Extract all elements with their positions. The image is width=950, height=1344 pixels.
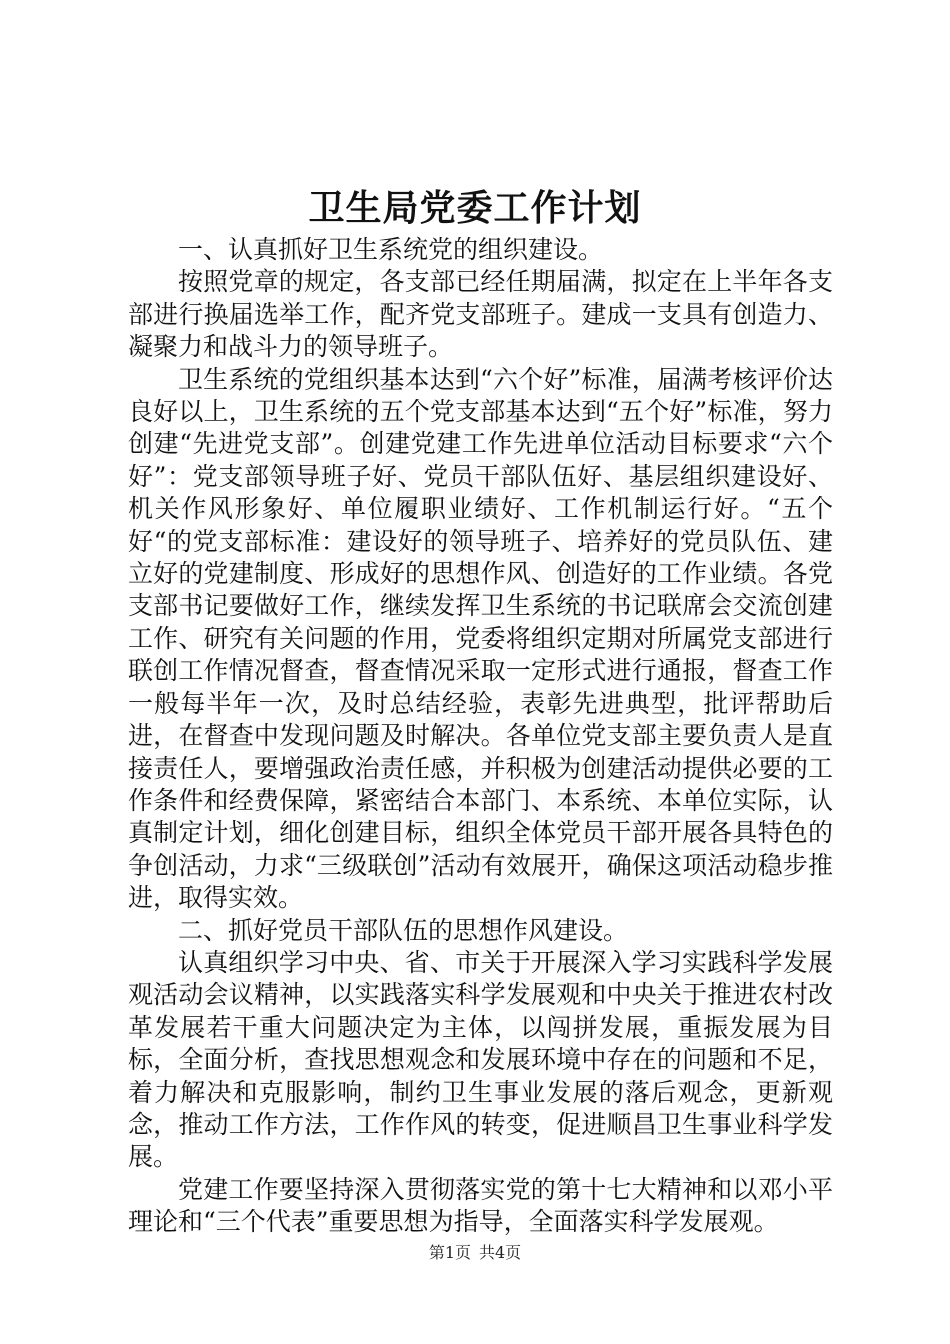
- page-footer: [0, 1242, 950, 1264]
- document-title: 卫生局党委工作计划: [308, 187, 642, 229]
- paragraph: 卫生系统的党组织基本达到“六个好”标准，届满考核评价达良好以上，卫生系统的五个党支部基本达到“五个好”标准，努力创建“先进党支部”。创建党建工作先进单位活动目标要求“六个好”：党支部领导班子好、党员干部队伍好、基层组织建设好、机关作风形象好、单位履职业绩好、工作机制运行好。“五个好“的党支部标准：建设好的领导班子、培养好的党员队伍、建立好的党建制度、形成好的思想作风、创造好的工作业绩。各党支部书记要做好工作，继续发挥卫生系统的书记联席会交流创建工作、研究有关问题的作用，党委将组织定期对所属党支部进行联创工作情况督查，督查情况采取一定形式进行通报，督查工作一般每半年一次，及时总结经验，表彰先进典型，批评帮助后进，在督查中发现问题及时解决。各单位党支部主要负责人是直接责任人，要增强政治责任感，并积极为创建活动提供必要的工作条件和经费保障，紧密结合本部门、本系统、本单位实际，认真制定计划，细化创建目标，组织全体党员干部开展各具特色的争创活动，力求“三级联创”活动有效展开，确保这项活动稳步推进，取得实效。: [128, 364, 833, 913]
- page-total: 共4页: [479, 1243, 522, 1262]
- paragraph: 党建工作要坚持深入贯彻落实党的第十七大精神和以邓小平理论和“三个代表”重要思想为指导，全面落实科学发展观。: [128, 1174, 833, 1237]
- page-number: 第1页: [428, 1243, 471, 1262]
- paragraph-heading-1: 一、认真抓好卫生系统党的组织建设。: [178, 235, 604, 264]
- paragraph-heading-2: 二、抓好党员干部队伍的思想作风建设。: [178, 915, 629, 945]
- paragraph: 按照党章的规定，各支部已经任期届满，拟定在上半年各支部进行换届选举工作，配齐党支部班子。建成一支具有创造力、凝聚力和战斗力的领导班子。: [128, 267, 833, 362]
- document-body: [128, 234, 833, 1239]
- paragraph: 认真组织学习中央、省、市关于开展深入学习实践科学发展观活动会议精神，以实践落实科学发展观和中央关于推进农村改革发展若干重大问题决定为主体，以闯拼发展，重振发展为目标，全面分析，查找思想观念和发展环境中存在的问题和不足，着力解决和克服影响，制约卫生事业发展的落后观念，更新观念，推动工作方法，工作作风的转变，促进顺昌卫生事业科学发展。: [128, 947, 833, 1172]
